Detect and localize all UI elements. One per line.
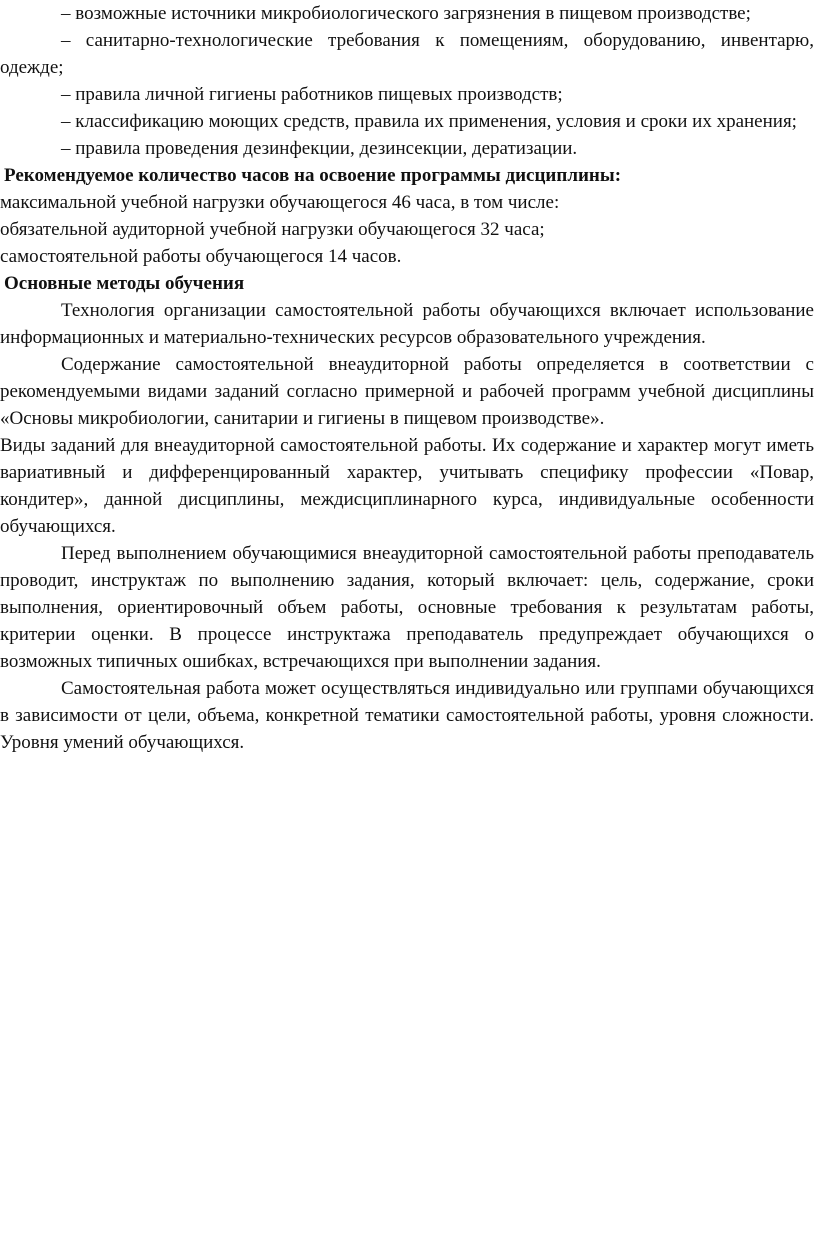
hours-line-classroom: обязательной аудиторной учебной нагрузки обучающегося 32 часа; (0, 219, 545, 240)
list-item: – правила личной гигиены работников пищевых производств; (61, 84, 563, 105)
paragraph: Технология организации самостоятельной работы обучающихся включает использование информационных и материально-технических ресурсов образовательного учреждения. (0, 300, 814, 348)
paragraph: Содержание самостоятельной внеаудиторной работы определяется в соответствии с рекомендуемыми видами заданий согласно примерной и рабочей программ учебной дисциплины «Основы микробиологии, санитарии и гигиены в пищевом производстве». (0, 354, 814, 429)
competency-list (0, 0, 814, 162)
methods-section (0, 270, 814, 756)
list-item: – классификацию моющих средств, правила их применения, условия и сроки их хранения; (61, 111, 797, 132)
hours-line-independent: самостоятельной работы обучающегося 14 часов. (0, 246, 402, 267)
methods-heading: Основные методы обучения (4, 273, 245, 294)
list-item: – возможные источники микробиологического загрязнения в пищевом производстве; (61, 3, 751, 24)
list-item: – правила проведения дезинфекции, дезинсекции, дератизации. (61, 138, 578, 159)
paragraph: Самостоятельная работа может осуществляться индивидуально или группами обучающихся в зависимости от цели, объема, конкретной тематики самостоятельной работы, уровня сложности. Уровня умений обучающихся. (0, 678, 814, 753)
paragraph: Перед выполнением обучающимися внеаудиторной самостоятельной работы преподаватель проводит, инструктаж по выполнению задания, который включает: цель, содержание, сроки выполнения, ориентировочный объем работы, основные требования к результатам работы, критерии оценки. В процессе инструктажа преподаватель предупреждает обучающихся о возможных типичных ошибках, встречающихся при выполнении задания. (0, 543, 814, 672)
list-item: – санитарно-технологические требования к помещениям, оборудованию, инвентарю, одежде; (0, 30, 814, 78)
hours-heading: Рекомендуемое количество часов на освоение программы дисциплины: (4, 165, 622, 186)
hours-line-max: максимальной учебной нагрузки обучающегося 46 часа, в том числе: (0, 192, 560, 213)
hours-section (0, 162, 814, 270)
paragraph: Виды заданий для внеаудиторной самостоятельной работы. Их содержание и характер могут иметь вариативный и дифференцированный характер, учитывать специфику профессии «Повар, кондитер», данной дисциплины, междисциплинарного курса, индивидуальные особенности обучающихся. (0, 435, 814, 537)
